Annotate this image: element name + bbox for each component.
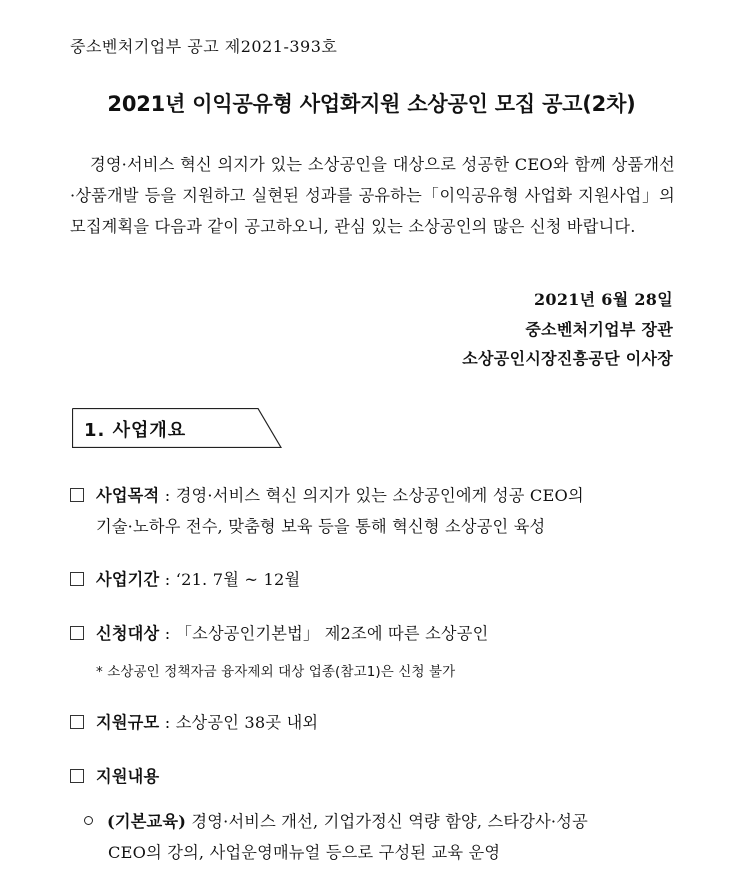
item-period-sep: :: [159, 570, 176, 589]
signoff-minister: 중소벤처기업부 장관: [525, 320, 673, 339]
item-target-text: 「소상공인기본법」 제2조에 따른 소상공인: [175, 624, 489, 643]
notice-number: 중소벤처기업부 공고 제2021-393호: [70, 37, 338, 56]
signoff-chairman: 소상공인시장진흥공단 이사장: [462, 349, 673, 368]
signoff-date: 2021년 6월 28일: [533, 290, 673, 309]
item-period-text: ‘21. 7월 ~ 12월: [175, 570, 301, 589]
item-scale-sep: :: [159, 713, 176, 732]
item-scale-text: 소상공인 38곳 내외: [175, 713, 319, 732]
item-content: [70, 763, 159, 787]
item-scale: [70, 709, 318, 733]
item-period: [70, 566, 300, 590]
item-period-label: 사업기간: [96, 570, 160, 589]
item-target: [70, 620, 488, 644]
page-title: 2021년 이익공유형 사업화지원 소상공인 모집 공고(2차): [107, 92, 636, 116]
checkbox-icon: [70, 488, 84, 502]
checkbox-icon: [70, 626, 84, 640]
item-purpose-sep: :: [159, 486, 176, 505]
section-header-overview: [72, 408, 282, 448]
intro-paragraph: 경영·서비스 혁신 의지가 있는 소상공인을 대상으로 성공한 CEO와 함께 상품개선·상품개발 등을 지원하고 실현된 성과를 공유하는「이익공유형 사업화 지원사업」의 모집계획을 다음과 같이 공고하오니, 관심 있는 소상공인의 많은 신청 바랍니다.: [70, 155, 675, 236]
circle-bullet-icon: [84, 816, 93, 825]
checkbox-icon: [70, 715, 84, 729]
checkbox-icon: [70, 572, 84, 586]
section-header-label: 1. 사업개요: [84, 420, 187, 441]
item-target-label: 신청대상: [96, 624, 160, 643]
checkbox-icon: [70, 769, 84, 783]
item-purpose-label: 사업목적: [96, 486, 160, 505]
item-purpose-text: 경영·서비스 혁신 의지가 있는 소상공인에게 성공 CEO의: [175, 486, 584, 505]
basic-education-label: (기본교육): [107, 812, 187, 831]
item-target-note: * 소상공인 정책자금 융자제외 대상 업종(참고1)은 신청 불가: [96, 664, 456, 680]
basic-education-continuation: CEO의 강의, 사업운영매뉴얼 등으로 구성된 교육 운영: [108, 843, 501, 862]
item-scale-label: 지원규모: [96, 713, 160, 732]
item-purpose-continuation: 기술·노하우 전수, 맞춤형 보육 등을 통해 혁신형 소상공인 육성: [96, 517, 546, 536]
item-target-sep: :: [159, 624, 176, 643]
basic-education-item: [84, 808, 588, 832]
basic-education-text: 경영·서비스 개선, 기업가정신 역량 함양, 스타강사·성공: [186, 812, 588, 831]
item-purpose: [70, 482, 584, 506]
item-content-label: 지원내용: [96, 767, 160, 786]
